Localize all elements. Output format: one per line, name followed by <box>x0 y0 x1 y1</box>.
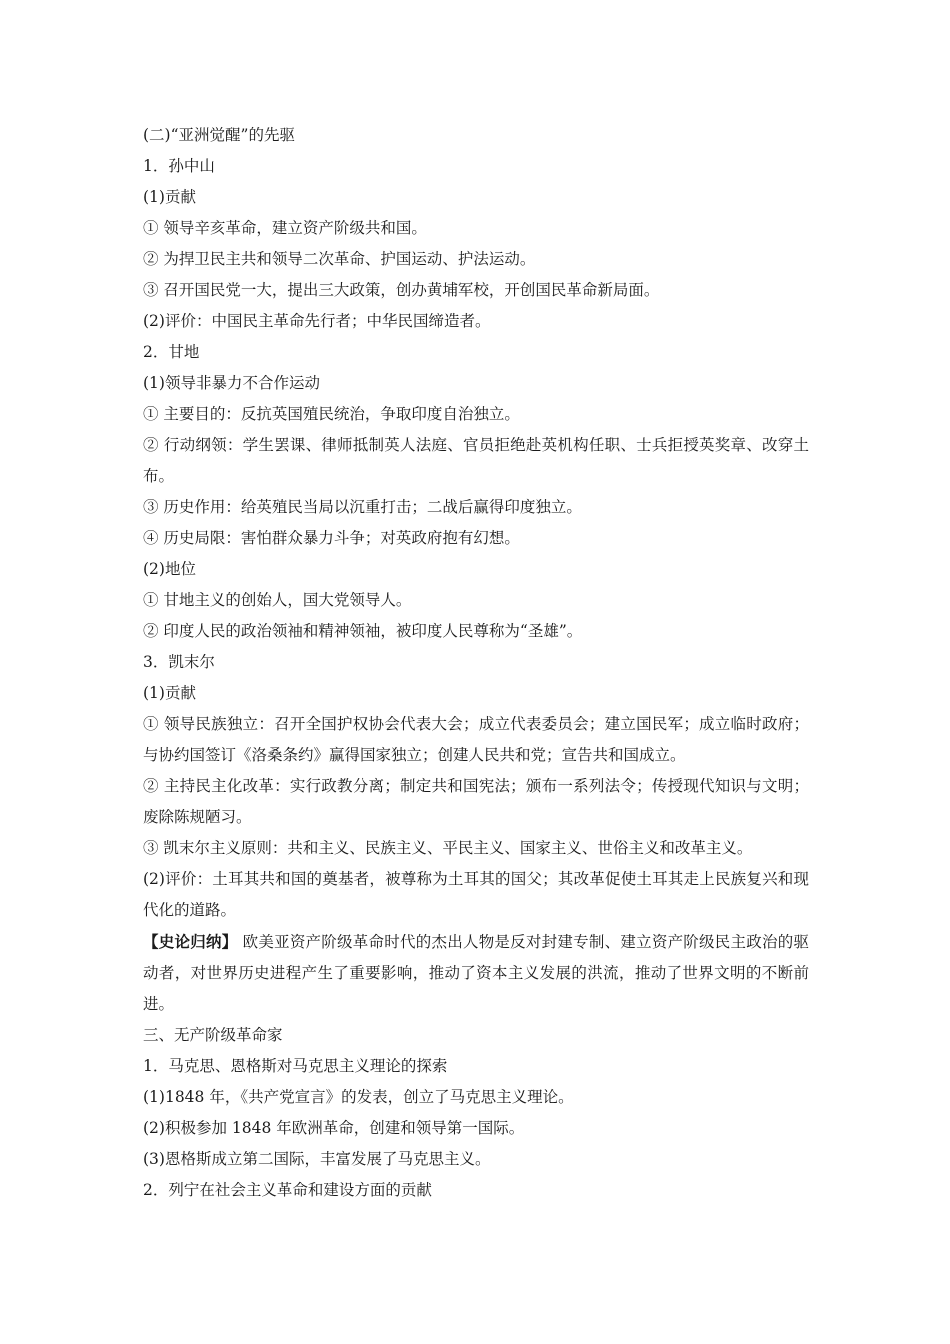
item-heading: (1)贡献 <box>143 684 196 702</box>
list-item: ① 领导民族独立：召开全国护权协会代表大会；成立代表委员会；建立国民军；成立临时政府；与协约国签订《洛桑条约》赢得国家独立；创建人民共和党；宣告共和国成立。 <box>143 715 809 764</box>
list-item: ③ 凯末尔主义原则：共和主义、民族主义、平民主义、国家主义、世俗主义和改革主义。 <box>143 839 753 857</box>
list-item: (2)评价：中国民主革命先行者；中华民国缔造者。 <box>143 312 491 330</box>
subheading-kemal: 3．凯末尔 <box>143 653 215 671</box>
list-item: ④ 历史局限：害怕群众暴力斗争；对英政府抱有幻想。 <box>143 529 520 547</box>
item-heading: (1)贡献 <box>143 188 196 206</box>
list-item: ② 主持民主化改革：实行政教分离；制定共和国宪法；颁布一系列法令；传授现代知识与文明；废除陈规陋习。 <box>143 777 809 826</box>
summary-text: 欧美亚资产阶级革命时代的杰出人物是反对封建专制、建立资产阶级民主政治的驱动者，对世界历史进程产生了重要影响，推动了资本主义发展的洪流，推动了世界文明的不断前进。 <box>143 933 809 1013</box>
list-item: ① 主要目的：反抗英国殖民统治，争取印度自治独立。 <box>143 405 520 423</box>
list-item: (2)积极参加 1848 年欧洲革命，创建和领导第一国际。 <box>143 1119 525 1137</box>
item-heading: (2)地位 <box>143 560 196 578</box>
list-item: ② 印度人民的政治领袖和精神领袖，被印度人民尊称为“圣雄”。 <box>143 622 583 640</box>
subheading-marx-engels: 1．马克思、恩格斯对马克思主义理论的探索 <box>143 1057 448 1075</box>
list-item: (2)评价：土耳其共和国的奠基者，被尊称为土耳其的国父；其改革促使土耳其走上民族复兴和现代化的道路。 <box>143 870 809 919</box>
list-item: (3)恩格斯成立第二国际，丰富发展了马克思主义。 <box>143 1150 491 1168</box>
list-item: ③ 历史作用：给英殖民当局以沉重打击；二战后赢得印度独立。 <box>143 498 582 516</box>
document-body <box>143 120 809 1206</box>
subheading-sun-yat-sen: 1．孙中山 <box>143 157 215 175</box>
subheading-gandhi: 2．甘地 <box>143 343 200 361</box>
section-heading-proletarian: 三、无产阶级革命家 <box>143 1026 283 1044</box>
list-item: ③ 召开国民党一大，提出三大政策，创办黄埔军校，开创国民革命新局面。 <box>143 281 660 299</box>
section-heading-asia-awakening: (二)“亚洲觉醒”的先驱 <box>143 126 295 144</box>
list-item: ① 领导辛亥革命，建立资产阶级共和国。 <box>143 219 427 237</box>
list-item: ① 甘地主义的创始人，国大党领导人。 <box>143 591 412 609</box>
summary-label: 【史论归纳】 <box>143 932 238 951</box>
list-item: ② 行动纲领：学生罢课、律师抵制英人法庭、官员拒绝赴英机构任职、士兵拒授英奖章、改穿土布。 <box>143 436 809 485</box>
list-item: ② 为捍卫民主共和领导二次革命、护国运动、护法运动。 <box>143 250 536 268</box>
subheading-lenin: 2．列宁在社会主义革命和建设方面的贡献 <box>143 1181 432 1199</box>
item-heading: (1)领导非暴力不合作运动 <box>143 374 320 392</box>
summary-paragraph <box>143 926 809 1020</box>
list-item: (1)1848 年，《共产党宣言》的发表，创立了马克思主义理论。 <box>143 1088 574 1106</box>
